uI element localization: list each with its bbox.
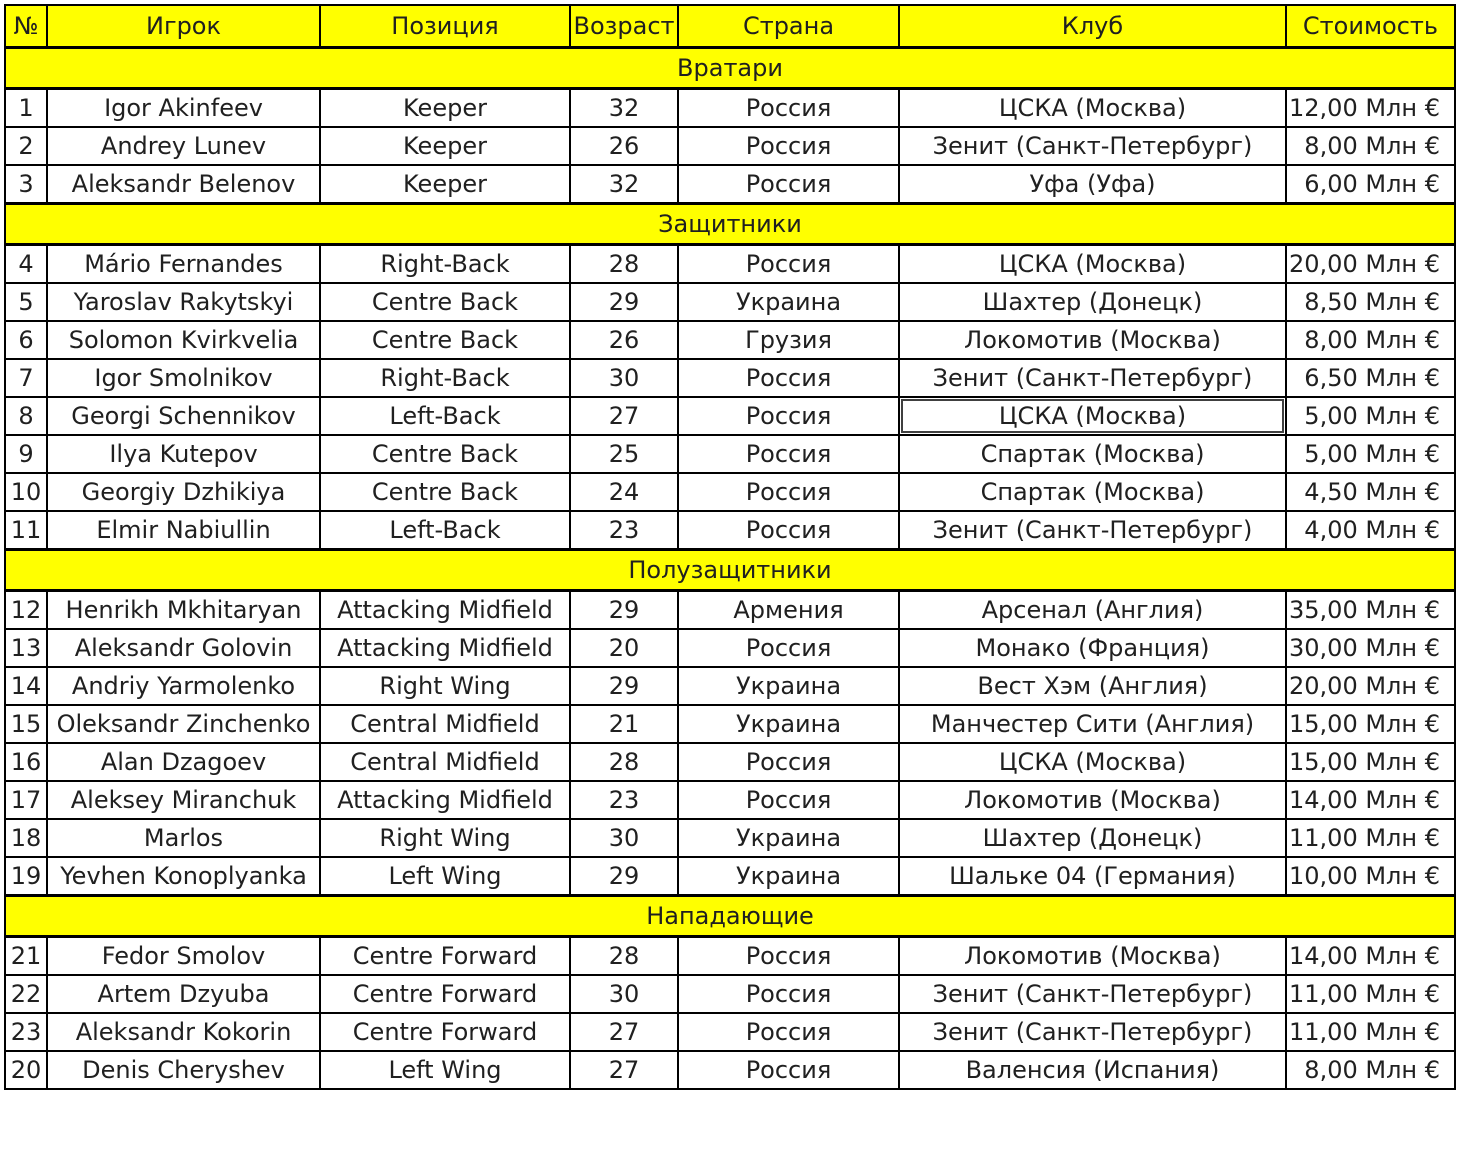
cell-position[interactable]: Attacking Midfield: [320, 629, 570, 667]
cell-club[interactable]: Арсенал (Англия): [899, 591, 1286, 630]
cell-number[interactable]: 20: [5, 1051, 47, 1089]
cell-number[interactable]: 12: [5, 591, 47, 630]
cell-age[interactable]: 28: [570, 743, 678, 781]
cell-cost[interactable]: 5,00 Млн €: [1286, 397, 1455, 435]
cell-club[interactable]: Шахтер (Донецк): [899, 283, 1286, 321]
cell-cost[interactable]: 15,00 Млн €: [1286, 743, 1455, 781]
cell-player[interactable]: Oleksandr Zinchenko: [47, 705, 320, 743]
cell-position[interactable]: Left-Back: [320, 397, 570, 435]
cell-club[interactable]: Локомотив (Москва): [899, 781, 1286, 819]
table-row: [5, 473, 1455, 511]
cell-position[interactable]: Left Wing: [320, 857, 570, 896]
table-row: [5, 667, 1455, 705]
cell-number[interactable]: 3: [5, 165, 47, 204]
cell-cost[interactable]: 5,00 Млн €: [1286, 435, 1455, 473]
cell-number[interactable]: 11: [5, 511, 47, 550]
cell-club[interactable]: Валенсия (Испания): [899, 1051, 1286, 1089]
cell-club[interactable]: Зенит (Санкт-Петербург): [899, 1013, 1286, 1051]
header-cell-position[interactable]: Позиция: [320, 5, 570, 48]
cell-age[interactable]: 23: [570, 781, 678, 819]
group-title[interactable]: Полузащитники: [5, 550, 1455, 591]
cell-player[interactable]: Fedor Smolov: [47, 937, 320, 976]
cell-number[interactable]: 10: [5, 473, 47, 511]
cell-country[interactable]: Россия: [678, 165, 899, 204]
table-row: [5, 937, 1455, 976]
cell-club[interactable]: ЦСКА (Москва): [899, 397, 1286, 435]
cell-age[interactable]: 20: [570, 629, 678, 667]
cell-cost[interactable]: 8,00 Млн €: [1286, 127, 1455, 165]
cell-player[interactable]: Elmir Nabiullin: [47, 511, 320, 550]
cell-number[interactable]: 6: [5, 321, 47, 359]
cell-country[interactable]: Украина: [678, 705, 899, 743]
cell-number[interactable]: 14: [5, 667, 47, 705]
cell-player[interactable]: Aleksey Miranchuk: [47, 781, 320, 819]
cell-position[interactable]: Centre Back: [320, 435, 570, 473]
cell-position[interactable]: Central Midfield: [320, 705, 570, 743]
cell-cost[interactable]: 8,50 Млн €: [1286, 283, 1455, 321]
cell-club[interactable]: ЦСКА (Москва): [899, 743, 1286, 781]
cell-age[interactable]: 27: [570, 397, 678, 435]
group-header-row: [5, 550, 1455, 591]
cell-age[interactable]: 28: [570, 245, 678, 284]
table-row: [5, 245, 1455, 284]
cell-country[interactable]: Россия: [678, 629, 899, 667]
cell-club[interactable]: Шальке 04 (Германия): [899, 857, 1286, 896]
group-title[interactable]: Нападающие: [5, 896, 1455, 937]
cell-position[interactable]: Centre Forward: [320, 1013, 570, 1051]
cell-number[interactable]: 1: [5, 89, 47, 128]
cell-player[interactable]: Denis Cheryshev: [47, 1051, 320, 1089]
cell-player[interactable]: Georgi Schennikov: [47, 397, 320, 435]
cell-cost[interactable]: 11,00 Млн €: [1286, 975, 1455, 1013]
cell-club[interactable]: Зенит (Санкт-Петербург): [899, 511, 1286, 550]
cell-country[interactable]: Россия: [678, 743, 899, 781]
cell-club[interactable]: Спартак (Москва): [899, 435, 1286, 473]
header-cell-age[interactable]: Возраст: [570, 5, 678, 48]
cell-age[interactable]: 24: [570, 473, 678, 511]
cell-position[interactable]: Centre Back: [320, 321, 570, 359]
header-cell-player[interactable]: Игрок: [47, 5, 320, 48]
cell-cost[interactable]: 4,50 Млн €: [1286, 473, 1455, 511]
cell-position[interactable]: Attacking Midfield: [320, 781, 570, 819]
cell-number[interactable]: 19: [5, 857, 47, 896]
cell-cost[interactable]: 8,00 Млн €: [1286, 1051, 1455, 1089]
cell-age[interactable]: 30: [570, 819, 678, 857]
cell-club[interactable]: Спартак (Москва): [899, 473, 1286, 511]
cell-country[interactable]: Россия: [678, 511, 899, 550]
cell-club[interactable]: Монако (Франция): [899, 629, 1286, 667]
cell-position[interactable]: Right Wing: [320, 667, 570, 705]
cell-age[interactable]: 26: [570, 127, 678, 165]
cell-age[interactable]: 27: [570, 1013, 678, 1051]
header-cell-club[interactable]: Клуб: [899, 5, 1286, 48]
cell-club[interactable]: Манчестер Сити (Англия): [899, 705, 1286, 743]
cell-country[interactable]: Россия: [678, 435, 899, 473]
cell-cost[interactable]: 20,00 Млн €: [1286, 245, 1455, 284]
cell-number[interactable]: 17: [5, 781, 47, 819]
header-cell-number[interactable]: №: [5, 5, 47, 48]
cell-age[interactable]: 29: [570, 667, 678, 705]
cell-number[interactable]: 2: [5, 127, 47, 165]
cell-club[interactable]: Зенит (Санкт-Петербург): [899, 359, 1286, 397]
table-row: [5, 743, 1455, 781]
cell-number[interactable]: 18: [5, 819, 47, 857]
cell-position[interactable]: Central Midfield: [320, 743, 570, 781]
cell-cost[interactable]: 15,00 Млн €: [1286, 705, 1455, 743]
header-cell-cost[interactable]: Стоимость: [1286, 5, 1455, 48]
cell-position[interactable]: Centre Forward: [320, 937, 570, 976]
cell-club[interactable]: Шахтер (Донецк): [899, 819, 1286, 857]
cell-age[interactable]: 32: [570, 165, 678, 204]
header-cell-country[interactable]: Страна: [678, 5, 899, 48]
cell-cost[interactable]: 14,00 Млн €: [1286, 781, 1455, 819]
cell-position[interactable]: Centre Back: [320, 473, 570, 511]
cell-age[interactable]: 21: [570, 705, 678, 743]
cell-age[interactable]: 32: [570, 89, 678, 128]
cell-country[interactable]: Россия: [678, 473, 899, 511]
cell-player[interactable]: Yaroslav Rakytskyi: [47, 283, 320, 321]
cell-club[interactable]: Локомотив (Москва): [899, 321, 1286, 359]
table-row: [5, 819, 1455, 857]
cell-position[interactable]: Keeper: [320, 165, 570, 204]
cell-age[interactable]: 28: [570, 937, 678, 976]
cell-club[interactable]: Уфа (Уфа): [899, 165, 1286, 204]
table-row: [5, 591, 1455, 630]
cell-number[interactable]: 22: [5, 975, 47, 1013]
cell-player[interactable]: Andrey Lunev: [47, 127, 320, 165]
table-row: [5, 397, 1455, 435]
cell-player[interactable]: Ilya Kutepov: [47, 435, 320, 473]
cell-country[interactable]: Россия: [678, 89, 899, 128]
group-header-row: [5, 204, 1455, 245]
cell-number[interactable]: 16: [5, 743, 47, 781]
group-header-row: [5, 48, 1455, 89]
cell-number[interactable]: 7: [5, 359, 47, 397]
cell-cost[interactable]: 11,00 Млн €: [1286, 819, 1455, 857]
table-row: [5, 781, 1455, 819]
cell-player[interactable]: Andriy Yarmolenko: [47, 667, 320, 705]
cell-cost[interactable]: 10,00 Млн €: [1286, 857, 1455, 896]
table-row: [5, 359, 1455, 397]
cell-cost[interactable]: 6,50 Млн €: [1286, 359, 1455, 397]
cell-cost[interactable]: 35,00 Млн €: [1286, 591, 1455, 630]
cell-age[interactable]: 27: [570, 1051, 678, 1089]
table-body: [5, 48, 1455, 1090]
cell-cost[interactable]: 8,00 Млн €: [1286, 321, 1455, 359]
cell-position[interactable]: Right-Back: [320, 245, 570, 284]
table-row: [5, 511, 1455, 550]
cell-age[interactable]: 26: [570, 321, 678, 359]
table-row: [5, 283, 1455, 321]
cell-country[interactable]: Украина: [678, 667, 899, 705]
cell-club[interactable]: Вест Хэм (Англия): [899, 667, 1286, 705]
cell-number[interactable]: 9: [5, 435, 47, 473]
table-row: [5, 629, 1455, 667]
cell-country[interactable]: Россия: [678, 1051, 899, 1089]
cell-cost[interactable]: 11,00 Млн €: [1286, 1013, 1455, 1051]
cell-position[interactable]: Right-Back: [320, 359, 570, 397]
cell-number[interactable]: 15: [5, 705, 47, 743]
player-table: [4, 4, 1456, 1090]
cell-player[interactable]: Mário Fernandes: [47, 245, 320, 284]
table-row: [5, 435, 1455, 473]
cell-player[interactable]: Aleksandr Belenov: [47, 165, 320, 204]
cell-country[interactable]: Россия: [678, 1013, 899, 1051]
cell-age[interactable]: 29: [570, 857, 678, 896]
cell-position[interactable]: Right Wing: [320, 819, 570, 857]
cell-cost[interactable]: 30,00 Млн €: [1286, 629, 1455, 667]
cell-club[interactable]: Зенит (Санкт-Петербург): [899, 127, 1286, 165]
cell-number[interactable]: 23: [5, 1013, 47, 1051]
table-row: [5, 975, 1455, 1013]
table-row: [5, 89, 1455, 128]
cell-country[interactable]: Россия: [678, 937, 899, 976]
cell-player[interactable]: Aleksandr Kokorin: [47, 1013, 320, 1051]
cell-position[interactable]: Keeper: [320, 89, 570, 128]
table-row: [5, 857, 1455, 896]
cell-country[interactable]: Россия: [678, 359, 899, 397]
group-header-row: [5, 896, 1455, 937]
cell-club[interactable]: Зенит (Санкт-Петербург): [899, 975, 1286, 1013]
header-row: [5, 5, 1455, 48]
cell-number[interactable]: 8: [5, 397, 47, 435]
cell-age[interactable]: 23: [570, 511, 678, 550]
cell-country[interactable]: Россия: [678, 975, 899, 1013]
cell-position[interactable]: Left Wing: [320, 1051, 570, 1089]
cell-position[interactable]: Keeper: [320, 127, 570, 165]
cell-age[interactable]: 30: [570, 359, 678, 397]
group-title[interactable]: Вратари: [5, 48, 1455, 89]
cell-cost[interactable]: 4,00 Млн €: [1286, 511, 1455, 550]
cell-position[interactable]: Attacking Midfield: [320, 591, 570, 630]
cell-country[interactable]: Грузия: [678, 321, 899, 359]
cell-player[interactable]: Solomon Kvirkvelia: [47, 321, 320, 359]
cell-country[interactable]: Россия: [678, 397, 899, 435]
cell-country[interactable]: Россия: [678, 127, 899, 165]
cell-country[interactable]: Россия: [678, 781, 899, 819]
cell-cost[interactable]: 12,00 Млн €: [1286, 89, 1455, 128]
table-row: [5, 165, 1455, 204]
table-row: [5, 321, 1455, 359]
table-row: [5, 127, 1455, 165]
cell-age[interactable]: 29: [570, 283, 678, 321]
cell-cost[interactable]: 20,00 Млн €: [1286, 667, 1455, 705]
cell-cost[interactable]: 14,00 Млн €: [1286, 937, 1455, 976]
cell-number[interactable]: 21: [5, 937, 47, 976]
table-row: [5, 705, 1455, 743]
cell-club[interactable]: ЦСКА (Москва): [899, 245, 1286, 284]
cell-player[interactable]: Henrikh Mkhitaryan: [47, 591, 320, 630]
cell-number[interactable]: 5: [5, 283, 47, 321]
cell-position[interactable]: Centre Forward: [320, 975, 570, 1013]
cell-country[interactable]: Украина: [678, 283, 899, 321]
cell-age[interactable]: 29: [570, 591, 678, 630]
cell-number[interactable]: 4: [5, 245, 47, 284]
cell-player[interactable]: Alan Dzagoev: [47, 743, 320, 781]
cell-player[interactable]: Artem Dzyuba: [47, 975, 320, 1013]
cell-number[interactable]: 13: [5, 629, 47, 667]
cell-cost[interactable]: 6,00 Млн €: [1286, 165, 1455, 204]
cell-player[interactable]: Georgiy Dzhikiya: [47, 473, 320, 511]
cell-country[interactable]: Армения: [678, 591, 899, 630]
cell-player[interactable]: Igor Smolnikov: [47, 359, 320, 397]
cell-country[interactable]: Украина: [678, 819, 899, 857]
cell-age[interactable]: 30: [570, 975, 678, 1013]
cell-country[interactable]: Украина: [678, 857, 899, 896]
cell-player[interactable]: Igor Akinfeev: [47, 89, 320, 128]
cell-position[interactable]: Centre Back: [320, 283, 570, 321]
cell-club[interactable]: ЦСКА (Москва): [899, 89, 1286, 128]
cell-player[interactable]: Marlos: [47, 819, 320, 857]
table-row: [5, 1051, 1455, 1089]
cell-player[interactable]: Yevhen Konoplyanka: [47, 857, 320, 896]
group-title[interactable]: Защитники: [5, 204, 1455, 245]
table-row: [5, 1013, 1455, 1051]
cell-player[interactable]: Aleksandr Golovin: [47, 629, 320, 667]
cell-age[interactable]: 25: [570, 435, 678, 473]
cell-club[interactable]: Локомотив (Москва): [899, 937, 1286, 976]
cell-country[interactable]: Россия: [678, 245, 899, 284]
cell-position[interactable]: Left-Back: [320, 511, 570, 550]
spreadsheet: [4, 4, 1456, 1090]
